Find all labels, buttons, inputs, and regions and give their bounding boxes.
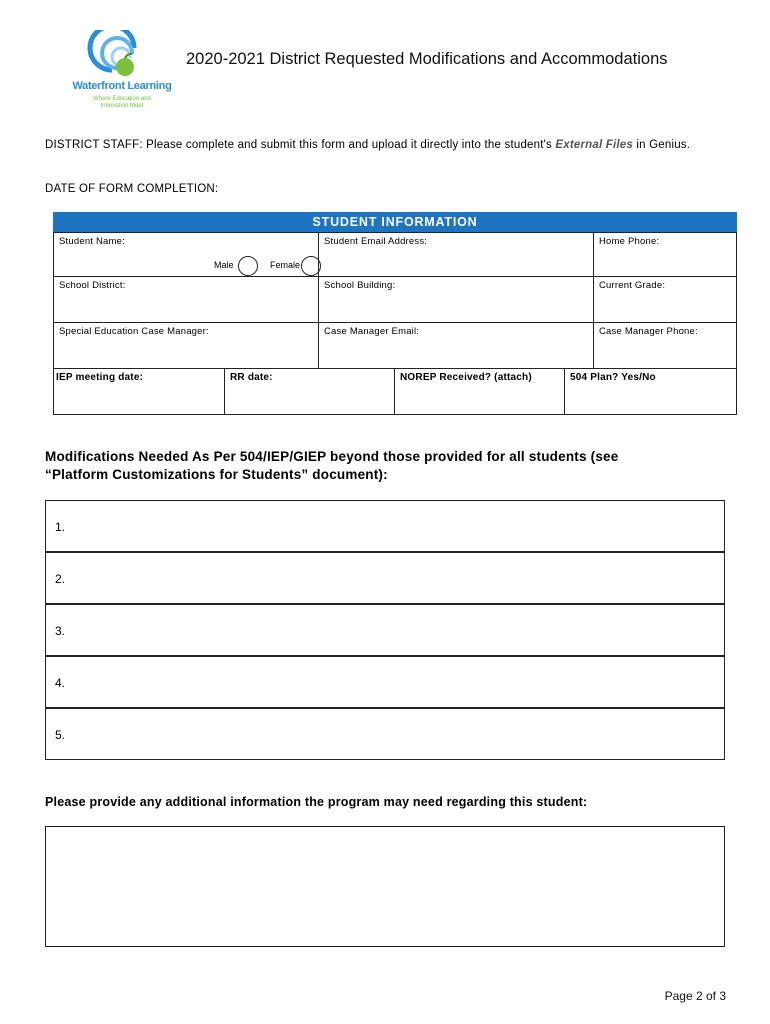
additional-info-heading: Please provide any additional information the program may need regarding this student: <box>45 795 588 809</box>
instructions-suffix: in Genius. <box>632 139 691 151</box>
school-district-field[interactable] <box>53 276 319 323</box>
logo-name: Waterfront Learning <box>72 80 172 92</box>
student-email-label: Student Email Address: <box>324 236 428 247</box>
iep-meeting-date-label: IEP meeting date: <box>56 372 144 383</box>
case-manager-email-field[interactable] <box>318 322 594 369</box>
additional-info-textarea[interactable] <box>45 826 725 947</box>
page-title: 2020-2021 District Requested Modifications and Accommodations <box>186 50 668 68</box>
modification-item-4[interactable] <box>45 656 725 708</box>
male-label: Male <box>214 260 234 270</box>
home-phone-field[interactable] <box>593 232 737 277</box>
student-email-field[interactable] <box>318 232 594 277</box>
logo-tagline: Where Education and <box>93 96 151 102</box>
case-manager-email-label: Case Manager Email: <box>324 326 420 337</box>
modification-item-3[interactable] <box>45 604 725 656</box>
page-number: Page 2 of 3 <box>664 989 726 1003</box>
instructions <box>45 137 705 153</box>
student-name-field[interactable] <box>53 232 319 277</box>
modification-number: 3. <box>55 624 66 638</box>
instructions-emphasis: External Files <box>555 139 633 151</box>
instructions-prefix: DISTRICT STAFF: Please complete and submit this form and upload it directly into the student's <box>45 139 556 151</box>
current-grade-field[interactable] <box>593 276 737 323</box>
rr-date-label: RR date: <box>230 372 273 383</box>
school-building-field[interactable] <box>318 276 594 323</box>
modifications-heading-line2: “Platform Customizations for Students” document): <box>45 467 388 482</box>
logo-tagline: Innovation Meet <box>100 103 144 109</box>
date-of-completion-label: DATE OF FORM COMPLETION: <box>45 183 219 195</box>
female-label: Female <box>270 260 301 270</box>
case-manager-phone-label: Case Manager Phone: <box>599 326 698 337</box>
school-district-label: School District: <box>59 280 126 291</box>
student-name-label: Student Name: <box>59 236 125 247</box>
norep-received-label: NOREP Received? (attach) <box>400 372 532 383</box>
modifications-heading <box>45 448 725 484</box>
504-plan-label: 504 Plan? Yes/No <box>570 372 656 383</box>
iep-meeting-date-field[interactable] <box>53 368 225 415</box>
norep-received-field[interactable] <box>394 368 565 415</box>
case-manager-phone-field[interactable] <box>593 322 737 369</box>
current-grade-label: Current Grade: <box>599 280 666 291</box>
school-building-label: School Building: <box>324 280 396 291</box>
modification-item-2[interactable] <box>45 552 725 604</box>
modification-number: 2. <box>55 572 66 586</box>
home-phone-label: Home Phone: <box>599 236 660 247</box>
case-manager-field[interactable] <box>53 322 319 369</box>
modifications-heading-line1: Modifications Needed As Per 504/IEP/GIEP beyond those provided for all students (see <box>45 449 619 464</box>
modification-number: 4. <box>55 676 66 690</box>
male-radio[interactable] <box>238 256 258 276</box>
modification-item-1[interactable] <box>45 500 725 552</box>
modification-item-5[interactable] <box>45 708 725 760</box>
modification-number: 1. <box>55 520 66 534</box>
modification-number: 5. <box>55 728 66 742</box>
student-info-header: STUDENT INFORMATION <box>53 212 737 232</box>
rr-date-field[interactable] <box>224 368 395 415</box>
case-manager-label: Special Education Case Manager: <box>59 326 209 337</box>
504-plan-field[interactable] <box>564 368 737 415</box>
